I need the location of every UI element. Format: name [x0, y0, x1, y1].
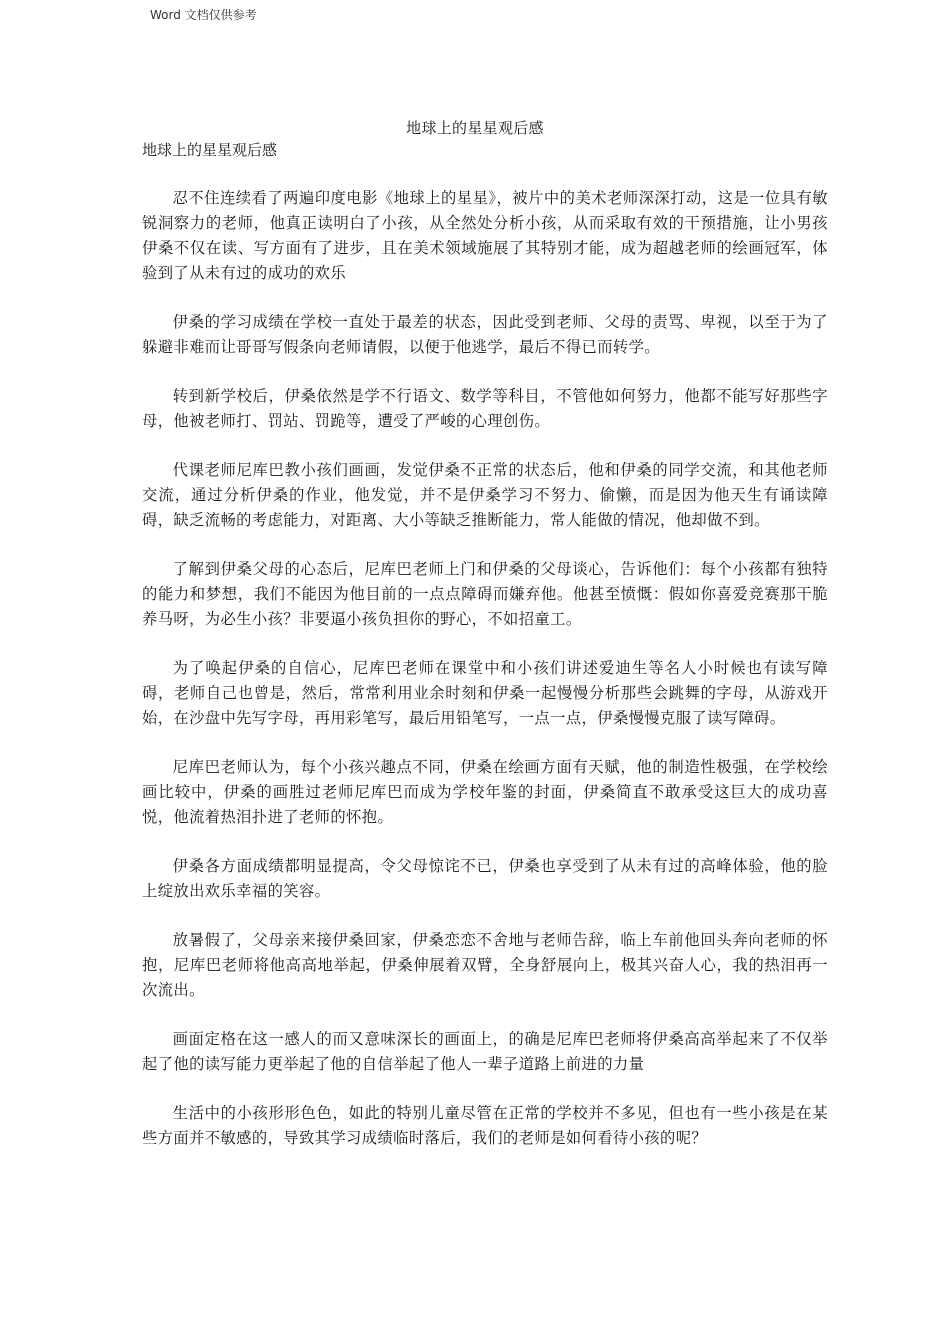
paragraph: 转到新学校后，伊桑依然是学不行语文、数学等科目，不管他如何努力，他都不能写好那些字母，他被老师打、罚站、罚跪等，遭受了严峻的心理创伤。	[142, 387, 828, 430]
paragraph: 放暑假了，父母亲来接伊桑回家，伊桑恋恋不舍地与老师告辞，临上车前他回头奔向老师的怀抱，尼库巴老师将他高高地举起，伊桑伸展着双臂，全身舒展向上，极其兴奋人心，我的热泪再一次流出。	[142, 931, 828, 999]
paragraph: 了解到伊桑父母的心态后，尼库巴老师上门和伊桑的父母谈心，告诉他们：每个小孩都有独特的能力和梦想，我们不能因为他目前的一点点障碍而嫌弃他。他甚至愤慨：假如你喜爱竞赛那干脆养马呀，为必生小孩？非要逼小孩负担你的野心，不如招童工。	[142, 560, 828, 628]
paragraph: 生活中的小孩形形色色，如此的特别儿童尽管在正常的学校并不多见，但也有一些小孩是在某些方面并不敏感的，导致其学习成绩临时落后，我们的老师是如何看待小孩的呢？	[142, 1104, 828, 1147]
document-body	[142, 186, 828, 1175]
document-title: 地球上的星星观后感	[406, 119, 544, 137]
paragraph: 尼库巴老师认为，每个小孩兴趣点不同，伊桑在绘画方面有天赋，他的制造性极强，在学校绘画比较中，伊桑的画胜过老师尼库巴而成为学校年鉴的封面，伊桑简直不敢承受这巨大的成功喜悦，他流着热泪扑进了老师的怀抱。	[142, 758, 828, 826]
header-watermark-note: Word 文档仅供参考	[150, 8, 257, 22]
paragraph: 忍不住连续看了两遍印度电影《地球上的星星》，被片中的美术老师深深打动，这是一位具有敏锐洞察力的老师，他真正读明白了小孩，从全然处分析小孩，从而采取有效的干预措施，让小男孩伊桑不仅在读、写方面有了进步，且在美术领域施展了其特别才能，成为超越老师的绘画冠军，体验到了从未有过的成功的欢乐	[142, 189, 828, 282]
paragraph: 伊桑的学习成绩在学校一直处于最差的状态，因此受到老师、父母的责骂、卑视，以至于为了躲避非难而让哥哥写假条向老师请假，以便于他逃学，最后不得已而转学。	[142, 313, 828, 356]
paragraph: 画面定格在这一感人的而又意味深长的画面上，的确是尼库巴老师将伊桑高高举起来了不仅举起了他的读写能力更举起了他的自信举起了他人一辈子道路上前进的力量	[142, 1030, 828, 1073]
paragraph: 代课老师尼库巴教小孩们画画，发觉伊桑不正常的状态后，他和伊桑的同学交流，和其他老师交流，通过分析伊桑的作业，他发觉，并不是伊桑学习不努力、偷懒，而是因为他天生有诵读障碍，缺乏流畅的考虑能力，对距离、大小等缺乏推断能力，常人能做的情况，他却做不到。	[142, 461, 828, 529]
paragraph: 为了唤起伊桑的自信心，尼库巴老师在课堂中和小孩们讲述爱迪生等名人小时候也有读写障碍，老师自己也曾是，然后，常常利用业余时刻和伊桑一起慢慢分析那些会跳舞的字母，从游戏开始，在沙盘中先写字母，再用彩笔写，最后用铅笔写，一点一点，伊桑慢慢克服了读写障碍。	[142, 659, 828, 727]
document-subtitle: 地球上的星星观后感	[142, 141, 278, 159]
paragraph: 伊桑各方面成绩都明显提高，令父母惊诧不已，伊桑也享受到了从未有过的高峰体验，他的脸上绽放出欢乐幸福的笑容。	[142, 857, 828, 900]
